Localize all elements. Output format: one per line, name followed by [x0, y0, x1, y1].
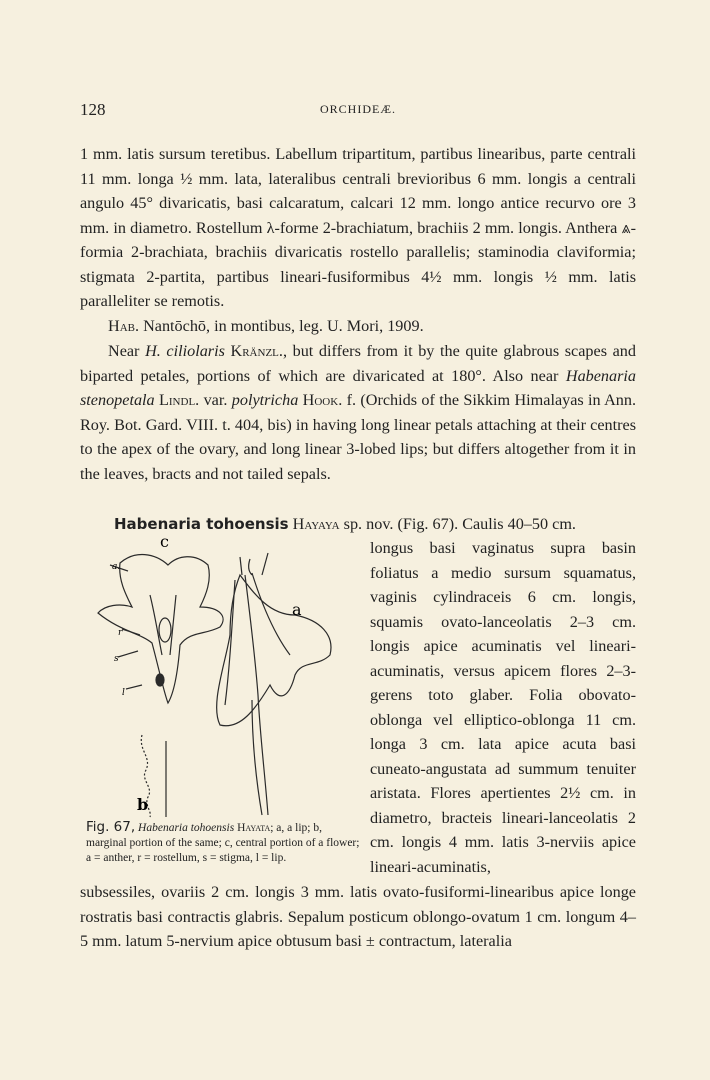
note-text: , but differs from it by the quite glabrous scapes and biparted petales, portions of which are divaricated at 180°. Also near	[80, 342, 636, 385]
figure-67	[80, 535, 360, 825]
author-name: Lindl.	[159, 391, 200, 409]
figure-label-stigma: s	[114, 654, 119, 664]
taxon-name: polytricha	[231, 391, 299, 409]
description-paragraph: 1 mm. latis sursum teretibus. Labellum tripartitum, partibus linearibus, parte centrali 11 mm. longa ½ mm. lata, lateralibus centrali brevioribus 6 mm. longis a centrali angulo 45° divaricatis, basi calcaratum, calcari 12 mm. longo antice recurvo ore 3 mm. in diametro. Rostellum λ-forme 2-brachiatum, brachiis 2 mm. longis. Anthera ⩓-formia 2-brachiata, brachiis divaricatis rostello parallelis; staminodia claviformia; stigmata 2-partita, partibus lineari-fusiformibus 4½ mm. longis ½ mm. latis paralleliter se remotis.	[80, 145, 636, 310]
author-name: Hook.	[302, 391, 343, 409]
page-number: 128	[80, 100, 106, 119]
note-paragraph	[80, 339, 636, 486]
figure-label-a: a	[292, 600, 302, 619]
figure-caption	[80, 820, 362, 865]
caption-figure-number: Fig. 67,	[86, 819, 136, 835]
continued-description: subsessiles, ovariis 2 cm. longis 3 mm. latis ovato-fusiformi-linearibus apice longe rostratis basi contractis glabris. Sepalum posticum oblongo-ovatum 1 cm. longum 4–5 mm. latum 5-nervium apice obtusum basi ± contractum, lateralia	[80, 883, 636, 950]
habitat-label: Hab.	[108, 317, 140, 335]
figure-label-c: c	[160, 535, 169, 551]
note-text: Near	[108, 342, 140, 360]
figure-label-lip: l	[122, 688, 125, 698]
species-heading	[114, 512, 636, 537]
figure-label-b: b	[137, 795, 149, 814]
taxon-name: Habenaria stenopetala	[80, 366, 637, 409]
caption-line	[80, 820, 362, 865]
note-text: f. (Orchids of the Sikkim Himalayas in Ann. Roy. Bot. Gard. VIII. t. 404, bis) in having long linear petals attaching at their centres to the apex of the ovary, and long linear 3-lobed lips; but differs altogether from it in the leaves, bracts and not tailed sepals.	[80, 391, 637, 483]
species-author: Hayaya	[292, 515, 340, 533]
caption-text: ; a, a lip; b, marginal portion of the same; c, central portion of a flower; a = anther, r = rostellum, s = stigma, l = lip.	[86, 822, 360, 864]
taxon-name: H. ciliolaris	[145, 342, 225, 360]
botanical-illustration	[80, 535, 360, 825]
running-head: ORCHIDEÆ.	[319, 102, 396, 116]
habitat-text: Nantōchō, in montibus, leg. U. Mori, 1909.	[143, 317, 424, 335]
caption-species: Habenaria tohoensis	[138, 822, 235, 834]
caption-author: Hayata	[237, 822, 271, 834]
figure-label-anther: a.	[112, 562, 121, 572]
author-name: Kränzl.	[230, 342, 283, 360]
figure-label-rostellum: r	[118, 628, 123, 638]
species-name: Habenaria tohoensis	[114, 515, 289, 533]
note-text: var.	[203, 391, 228, 409]
habitat-paragraph	[80, 314, 636, 339]
species-heading-text: sp. nov. (Fig. 67). Caulis 40–50 cm.	[343, 515, 576, 533]
page-header	[80, 100, 636, 122]
species-description-column: longus basi vaginatus supra basin foliatus a medio sursum squamatus, vaginis cylindraceis 6 cm. longis, squamis ovato-lanceolatis 2–3 cm. longis apice acuminatis vel lineari-acuminatis, versus apicem flores 2–3-gerens toto glaber. Folia obovato-oblonga vel elliptico-oblonga 11 cm. longa 3 cm. lata apice acuta basi cuneato-angustata ad summum tenuiter aristata. Flores apertientes 2½ cm. in diametro, bracteis lineari-lanceolatis 2 cm. longis 4 mm. latis 3-nerviis apice lineari-acuminatis,	[370, 539, 636, 876]
